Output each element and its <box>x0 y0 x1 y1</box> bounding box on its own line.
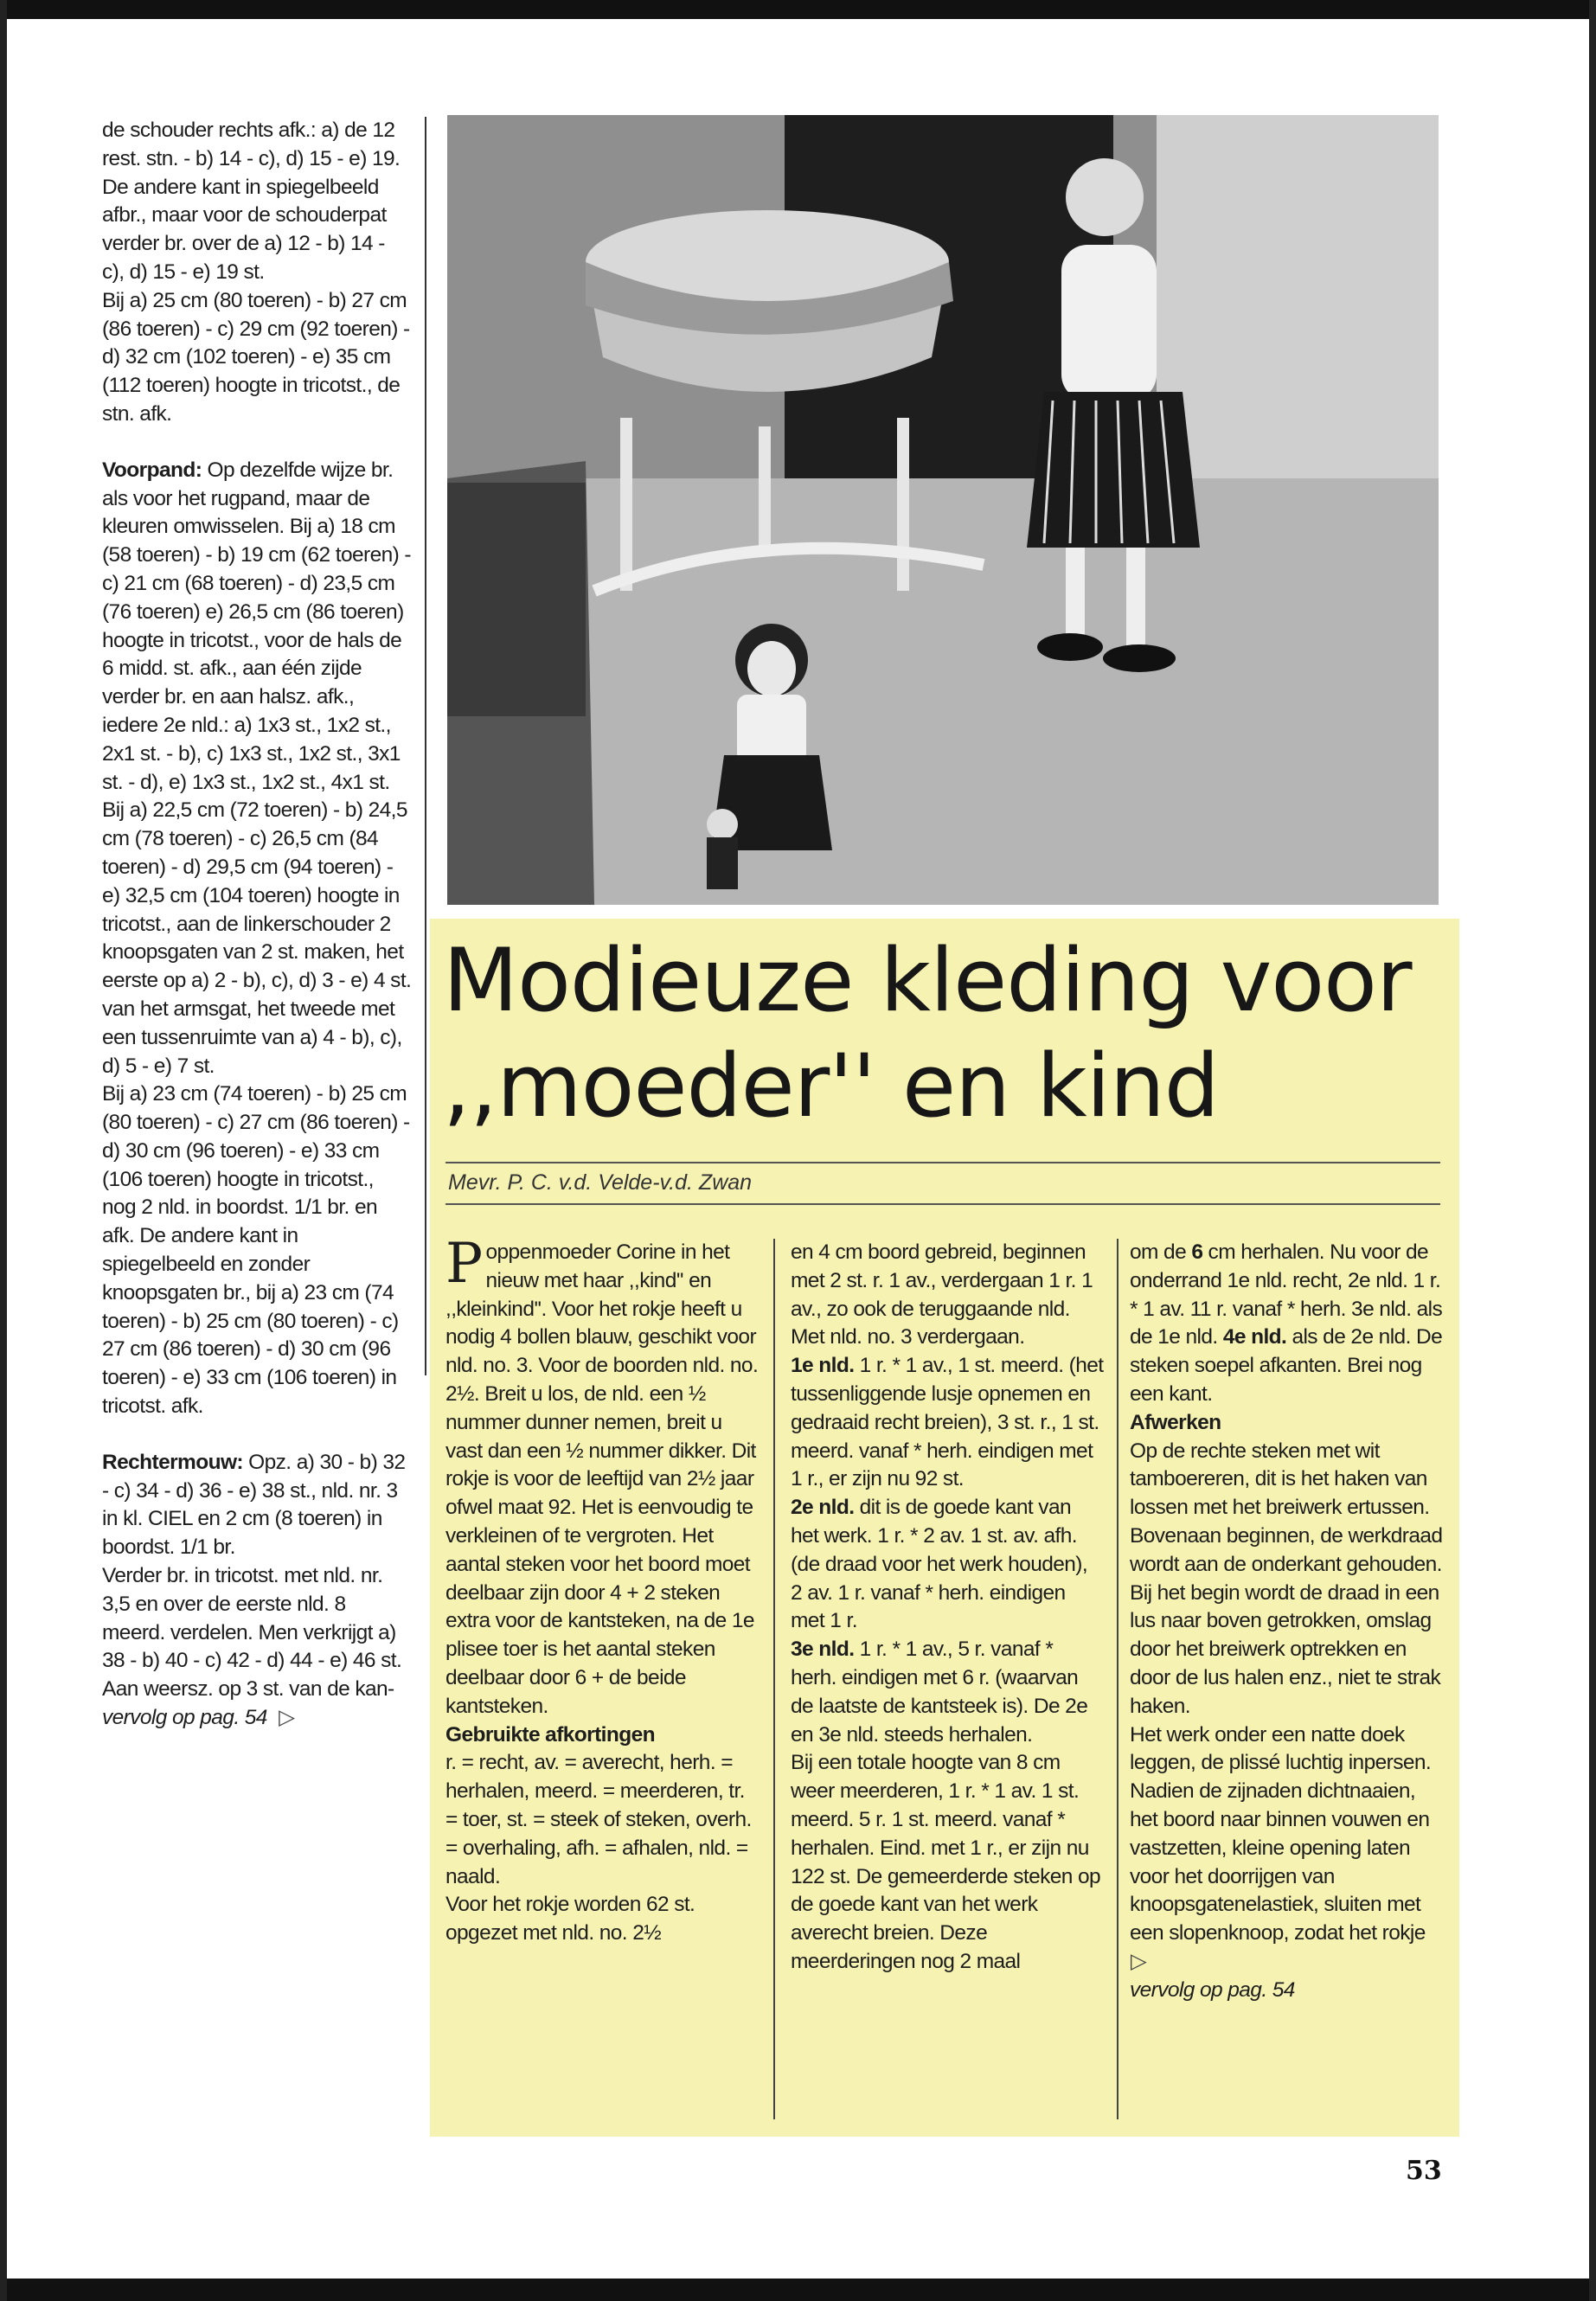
continue-arrow-icon: ▷ <box>1130 1949 1147 1973</box>
byline: Mevr. P. C. v.d. Velde-v.d. Zwan <box>448 1170 753 1195</box>
paragraph: Op de rechte steken met wit tamboereren, dit is het haken van lossen met het breiwerk ertussen. Bovenaan beginnen, de werkdraad wordt aan de onderkant gehouden. Bij het begin wordt de draad in een lus naar boven getrokken, omslag door het breiwerk optrekken en door de lus halen enz., niet te strak haken. <box>1130 1439 1443 1718</box>
dropcap: P <box>445 1232 483 1296</box>
paragraph: 3e nld. 1 r. * 1 av., 5 r. vanaf * herh. eindigen met 6 r. (waarvan de laatste de kantsteek is). De 2e en 3e nld. steeds herhalen. <box>791 1638 1088 1747</box>
rechtermouw-paragraph: Rechtermouw: Opz. a) 30 - b) 32 - c) 34 - d) 36 - e) 38 st., nld. nr. 3 in kl. CIEL en 2 cm (8 toeren) in boordst. 1/1 br. <box>102 1450 406 1560</box>
scan-border-left <box>0 0 7 2301</box>
intro-paragraph: Poppenmoeder Corine in het nieuw met haar ,,kind'' en ,,kleinkind''. Voor het rokje heeft u nodig 4 bollen blauw, geschikt voor nld. no. 3. Voor de boorden nld. no. 2½. Breit u los, de nld. een ½ nummer dunner nemen, breit u vast dan een ½ nummer dikker. Dit rokje is voor de leeftijd van 2½ jaar ofwel maat 92. Het is eenvoudig te verkleinen of te vergroten. Het aantal steken voor het boord moet deelbaar zijn door 4 + 2 steken extra voor de kantsteken, na de 1e plisee toer is het aantal steken deelbaar door 6 + de beide kantsteken. <box>445 1232 759 1718</box>
byline-rule <box>445 1203 1440 1205</box>
scan-border-right <box>1589 0 1596 2301</box>
photo-girl-with-doll-and-cradle <box>447 115 1439 905</box>
page-number: 53 <box>1406 2156 1442 2186</box>
paragraph: en 4 cm boord gebreid, beginnen met 2 st. r. 1 av., verdergaan 1 r. 1 av., zo ook de teruggaande nld. Met nld. no. 3 verdergaan. <box>791 1240 1093 1349</box>
section-heading: Gebruikte afkortingen <box>445 1722 655 1747</box>
column-divider <box>773 1239 775 2119</box>
article-column-3 <box>1130 1239 1443 2005</box>
paragraph: 1e nld. 1 r. * 1 av., 1 st. meerd. (het tussenliggende lusje opnemen en gedraaid recht breien), 3 st. r., 1 st. meerd. vanaf * herh. eindigen met 1 r., er zijn nu 92 st. <box>791 1354 1104 1491</box>
section-heading: Rechtermouw: <box>102 1450 243 1474</box>
paragraph: Bij a) 22,5 cm (72 toeren) - b) 24,5 cm (78 toeren) - c) 26,5 cm (84 toeren) - d) 29,5 cm (94 toeren) - e) 32,5 cm (104 toeren) hoogte in tricotst., aan de linkerschouder 2 knoopsgaten van 2 st. maken, het eerste op a) 2 - b), c), d) 3 - e) 4 st. van het armsgat, het tweede met een tussenruimte van a) 4 - b), c), d) 5 - e) 7 st. <box>102 798 412 1078</box>
article-column-1 <box>445 1232 759 1948</box>
continue-arrow-icon: ▷ <box>279 1706 295 1730</box>
article-column-2 <box>791 1239 1104 1977</box>
column-divider <box>425 117 426 1375</box>
continued-note: vervolg op pag. 54 ▷ <box>102 1704 412 1733</box>
byline-rule <box>445 1162 1440 1163</box>
column-divider <box>1117 1239 1118 2119</box>
paragraph: 2e nld. dit is de goede kant van het werk. 1 r. * 2 av. 1 st. av. afh. (de draad voor het werk houden), 2 av. 1 r. vanaf * herh. eindigen met 1 r. <box>791 1496 1088 1633</box>
article-title: Modieuze kleding voor ,,moeder'' en kind <box>443 929 1412 1137</box>
left-column <box>102 117 412 1733</box>
scan-border-top <box>0 0 1596 19</box>
voorpand-paragraph: Voorpand: Op dezelfde wijze br. als voor het rugpand, maar de kleuren omwisselen. Bij a) 18 cm (58 toeren) - b) 19 cm (62 toeren) - c) 21 cm (68 toeren) - d) 23,5 cm (76 toeren) e) 26,5 cm (86 toeren) hoogte in tricotst., voor de hals de 6 midd. st. afk., aan één zijde verder br. en aan halsz. afk., iedere 2e nld.: a) 1x3 st., 1x2 st., 2x1 st. - b), c) 1x3 st., 1x2 st., 3x1 st. - d), e) 1x3 st., 1x2 st., 4x1 st. <box>102 458 411 794</box>
scan-border-bottom <box>0 2279 1596 2301</box>
paragraph: om de 6 cm herhalen. Nu voor de onderrand 1e nld. recht, 2e nld. 1 r. * 1 av. 11 r. vanaf * herh. 3e nld. als de 1e nld. 4e nld. als de 2e nld. De steken soepel afkanten. Brei nog een kant. <box>1130 1240 1443 1406</box>
paragraph: Bij a) 23 cm (74 toeren) - b) 25 cm (80 toeren) - c) 27 cm (86 toeren) - d) 30 cm (96 toeren) - e) 33 cm (106 toeren) hoogte in tricotst., nog 2 nld. in boordst. 1/1 br. en afk. De andere kant in spiegelbeeld en zonder knoopsgaten br., bij a) 23 cm (74 toeren) - b) 25 cm (80 toeren) - c) 27 cm (86 toeren) - d) 30 cm (96 toeren) - e) 33 cm (106 toeren) in tricotst. afk. <box>102 1082 410 1419</box>
paragraph: Verder br. in tricotst. met nld. nr. 3,5 en over de eerste nld. 8 meerd. verdelen. Men verkrijgt a) 38 - b) 40 - c) 42 - d) 44 - e) 46 st. Aan weersz. op 3 st. van de kan- <box>102 1564 402 1702</box>
paragraph: de schouder rechts afk.: a) de 12 rest. stn. - b) 14 - c), d) 15 - e) 19. <box>102 119 401 170</box>
continued-note: vervolg op pag. 54 <box>1130 1977 1295 2002</box>
paragraph: Bij een totale hoogte van 8 cm weer meerderen, 1 r. * 1 av. 1 st. meerd. 5 r. 1 st. meerd. vanaf * herhalen. Eind. met 1 r., er zijn nu 122 st. De gemeerderde steken op de goede kant van het werk averecht breien. Deze meerderingen nog 2 maal <box>791 1751 1101 1973</box>
paragraph: De andere kant in spiegelbeeld afbr., maar voor de schouderpat verder br. over de a) 12 - b) 14 - c), d) 15 - e) 19 st. <box>102 175 387 284</box>
paragraph: Voor het rokje worden 62 st. opgezet met nld. no. 2½ <box>445 1893 695 1945</box>
paragraph: r. = recht, av. = averecht, herh. = herhalen, meerd. = meerderen, tr. = toer, st. = steek of steken, overh. = overhaling, afh. = afhalen, nld. = naald. <box>445 1751 752 1888</box>
paragraph: Het werk onder een natte doek leggen, de plissé luchtig inpersen. Nadien de zijnaden dichtnaaien, het boord naar binnen vouwen en vastzetten, kleine opening laten voor het doorrijgen van knoopsgatenelastiek, sluiten met een slopenknoop, zodat het rokje ▷ <box>1130 1721 1443 1977</box>
section-heading: Voorpand: <box>102 458 202 482</box>
section-heading: Afwerken <box>1130 1410 1221 1434</box>
paragraph: Bij a) 25 cm (80 toeren) - b) 27 cm (86 toeren) - c) 29 cm (92 toeren) - d) 32 cm (102 toeren) - e) 35 cm (112 toeren) hoogte in tricotst., de stn. afk. <box>102 288 410 426</box>
